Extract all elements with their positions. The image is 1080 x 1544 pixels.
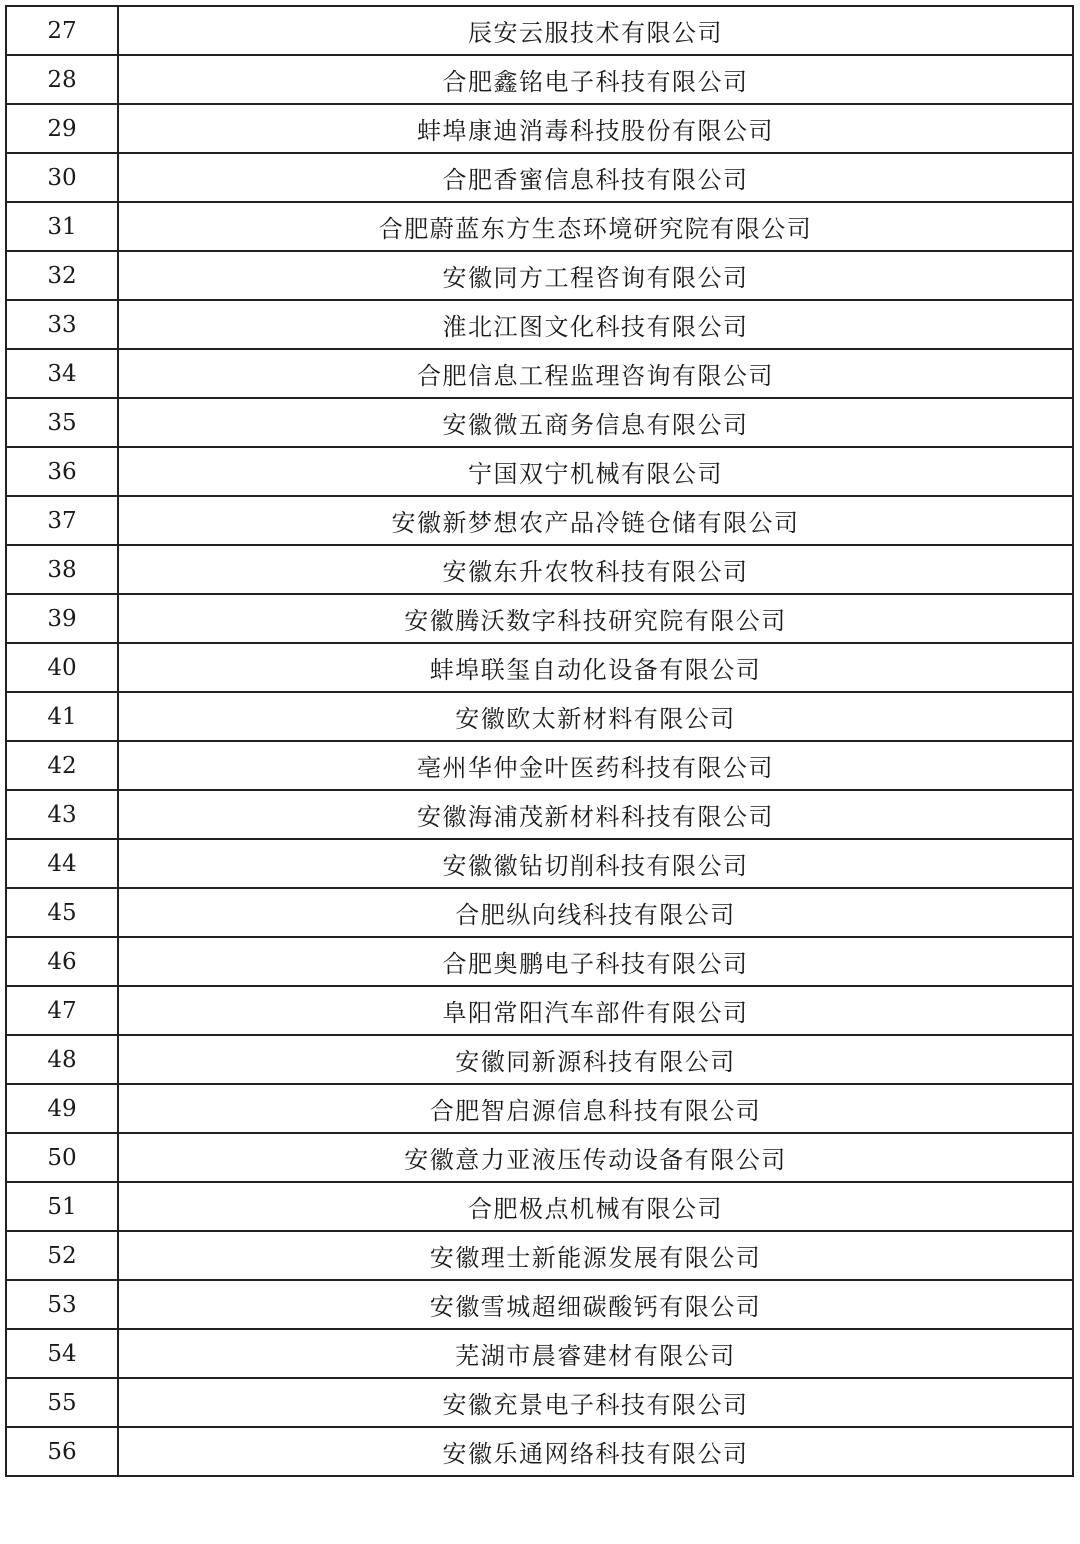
row-number-cell: 37 — [6, 496, 118, 545]
company-name-cell: 合肥纵向线科技有限公司 — [118, 888, 1073, 937]
row-number-cell: 49 — [6, 1084, 118, 1133]
row-number-cell: 56 — [6, 1427, 118, 1476]
company-name-cell: 合肥极点机械有限公司 — [118, 1182, 1073, 1231]
row-number-cell: 54 — [6, 1329, 118, 1378]
company-name-cell: 安徽意力亚液压传动设备有限公司 — [118, 1133, 1073, 1182]
company-name-cell: 亳州华仲金叶医药科技有限公司 — [118, 741, 1073, 790]
row-number-cell: 44 — [6, 839, 118, 888]
company-name-cell: 安徽欧太新材料有限公司 — [118, 692, 1073, 741]
table-row — [6, 447, 1073, 496]
company-name-cell: 合肥鑫铭电子科技有限公司 — [118, 55, 1073, 104]
row-number-cell: 33 — [6, 300, 118, 349]
table-row — [6, 545, 1073, 594]
row-number-cell: 35 — [6, 398, 118, 447]
table-row — [6, 1329, 1073, 1378]
company-name-cell: 宁国双宁机械有限公司 — [118, 447, 1073, 496]
table-row — [6, 1084, 1073, 1133]
company-name-cell: 安徽理士新能源发展有限公司 — [118, 1231, 1073, 1280]
table-row — [6, 741, 1073, 790]
company-list-table — [5, 5, 1074, 1477]
row-number-cell: 52 — [6, 1231, 118, 1280]
company-name-cell: 安徽充景电子科技有限公司 — [118, 1378, 1073, 1427]
table-row — [6, 594, 1073, 643]
table-row — [6, 1133, 1073, 1182]
table-row — [6, 1182, 1073, 1231]
company-name-cell: 蚌埠联玺自动化设备有限公司 — [118, 643, 1073, 692]
row-number-cell: 45 — [6, 888, 118, 937]
company-name-cell: 安徽乐通网络科技有限公司 — [118, 1427, 1073, 1476]
table-row — [6, 202, 1073, 251]
company-name-cell: 合肥蔚蓝东方生态环境研究院有限公司 — [118, 202, 1073, 251]
table-row — [6, 1280, 1073, 1329]
row-number-cell: 42 — [6, 741, 118, 790]
table-row — [6, 104, 1073, 153]
table-row — [6, 1427, 1073, 1476]
company-name-cell: 蚌埠康迪消毒科技股份有限公司 — [118, 104, 1073, 153]
row-number-cell: 50 — [6, 1133, 118, 1182]
table-row — [6, 986, 1073, 1035]
table-row — [6, 300, 1073, 349]
row-number-cell: 34 — [6, 349, 118, 398]
company-name-cell: 安徽雪城超细碳酸钙有限公司 — [118, 1280, 1073, 1329]
row-number-cell: 43 — [6, 790, 118, 839]
company-name-cell: 安徽海浦茂新材料科技有限公司 — [118, 790, 1073, 839]
row-number-cell: 47 — [6, 986, 118, 1035]
row-number-cell: 30 — [6, 153, 118, 202]
company-name-cell: 合肥信息工程监理咨询有限公司 — [118, 349, 1073, 398]
company-name-cell: 安徽徽钻切削科技有限公司 — [118, 839, 1073, 888]
table-row — [6, 398, 1073, 447]
row-number-cell: 55 — [6, 1378, 118, 1427]
company-name-cell: 安徽同方工程咨询有限公司 — [118, 251, 1073, 300]
row-number-cell: 46 — [6, 937, 118, 986]
table-row — [6, 251, 1073, 300]
row-number-cell: 38 — [6, 545, 118, 594]
company-name-cell: 安徽同新源科技有限公司 — [118, 1035, 1073, 1084]
table-row — [6, 643, 1073, 692]
table-row — [6, 692, 1073, 741]
table-row — [6, 1035, 1073, 1084]
company-name-cell: 芜湖市晨睿建材有限公司 — [118, 1329, 1073, 1378]
table-row — [6, 1231, 1073, 1280]
table-body — [6, 6, 1073, 1476]
company-name-cell: 安徽腾沃数字科技研究院有限公司 — [118, 594, 1073, 643]
row-number-cell: 40 — [6, 643, 118, 692]
table-row — [6, 6, 1073, 55]
row-number-cell: 48 — [6, 1035, 118, 1084]
table-row — [6, 55, 1073, 104]
company-name-cell: 阜阳常阳汽车部件有限公司 — [118, 986, 1073, 1035]
row-number-cell: 39 — [6, 594, 118, 643]
table-row — [6, 937, 1073, 986]
table-row — [6, 496, 1073, 545]
table-row — [6, 839, 1073, 888]
company-name-cell: 安徽新梦想农产品冷链仓储有限公司 — [118, 496, 1073, 545]
row-number-cell: 41 — [6, 692, 118, 741]
row-number-cell: 36 — [6, 447, 118, 496]
company-name-cell: 安徽东升农牧科技有限公司 — [118, 545, 1073, 594]
row-number-cell: 29 — [6, 104, 118, 153]
company-name-cell: 辰安云服技术有限公司 — [118, 6, 1073, 55]
row-number-cell: 27 — [6, 6, 118, 55]
company-name-cell: 合肥智启源信息科技有限公司 — [118, 1084, 1073, 1133]
row-number-cell: 32 — [6, 251, 118, 300]
company-name-cell: 合肥奥鹏电子科技有限公司 — [118, 937, 1073, 986]
row-number-cell: 28 — [6, 55, 118, 104]
row-number-cell: 31 — [6, 202, 118, 251]
table-row — [6, 153, 1073, 202]
company-name-cell: 安徽微五商务信息有限公司 — [118, 398, 1073, 447]
table-row — [6, 888, 1073, 937]
row-number-cell: 53 — [6, 1280, 118, 1329]
company-name-cell: 合肥香蜜信息科技有限公司 — [118, 153, 1073, 202]
table-row — [6, 349, 1073, 398]
table-row — [6, 1378, 1073, 1427]
company-name-cell: 淮北江图文化科技有限公司 — [118, 300, 1073, 349]
row-number-cell: 51 — [6, 1182, 118, 1231]
table-row — [6, 790, 1073, 839]
